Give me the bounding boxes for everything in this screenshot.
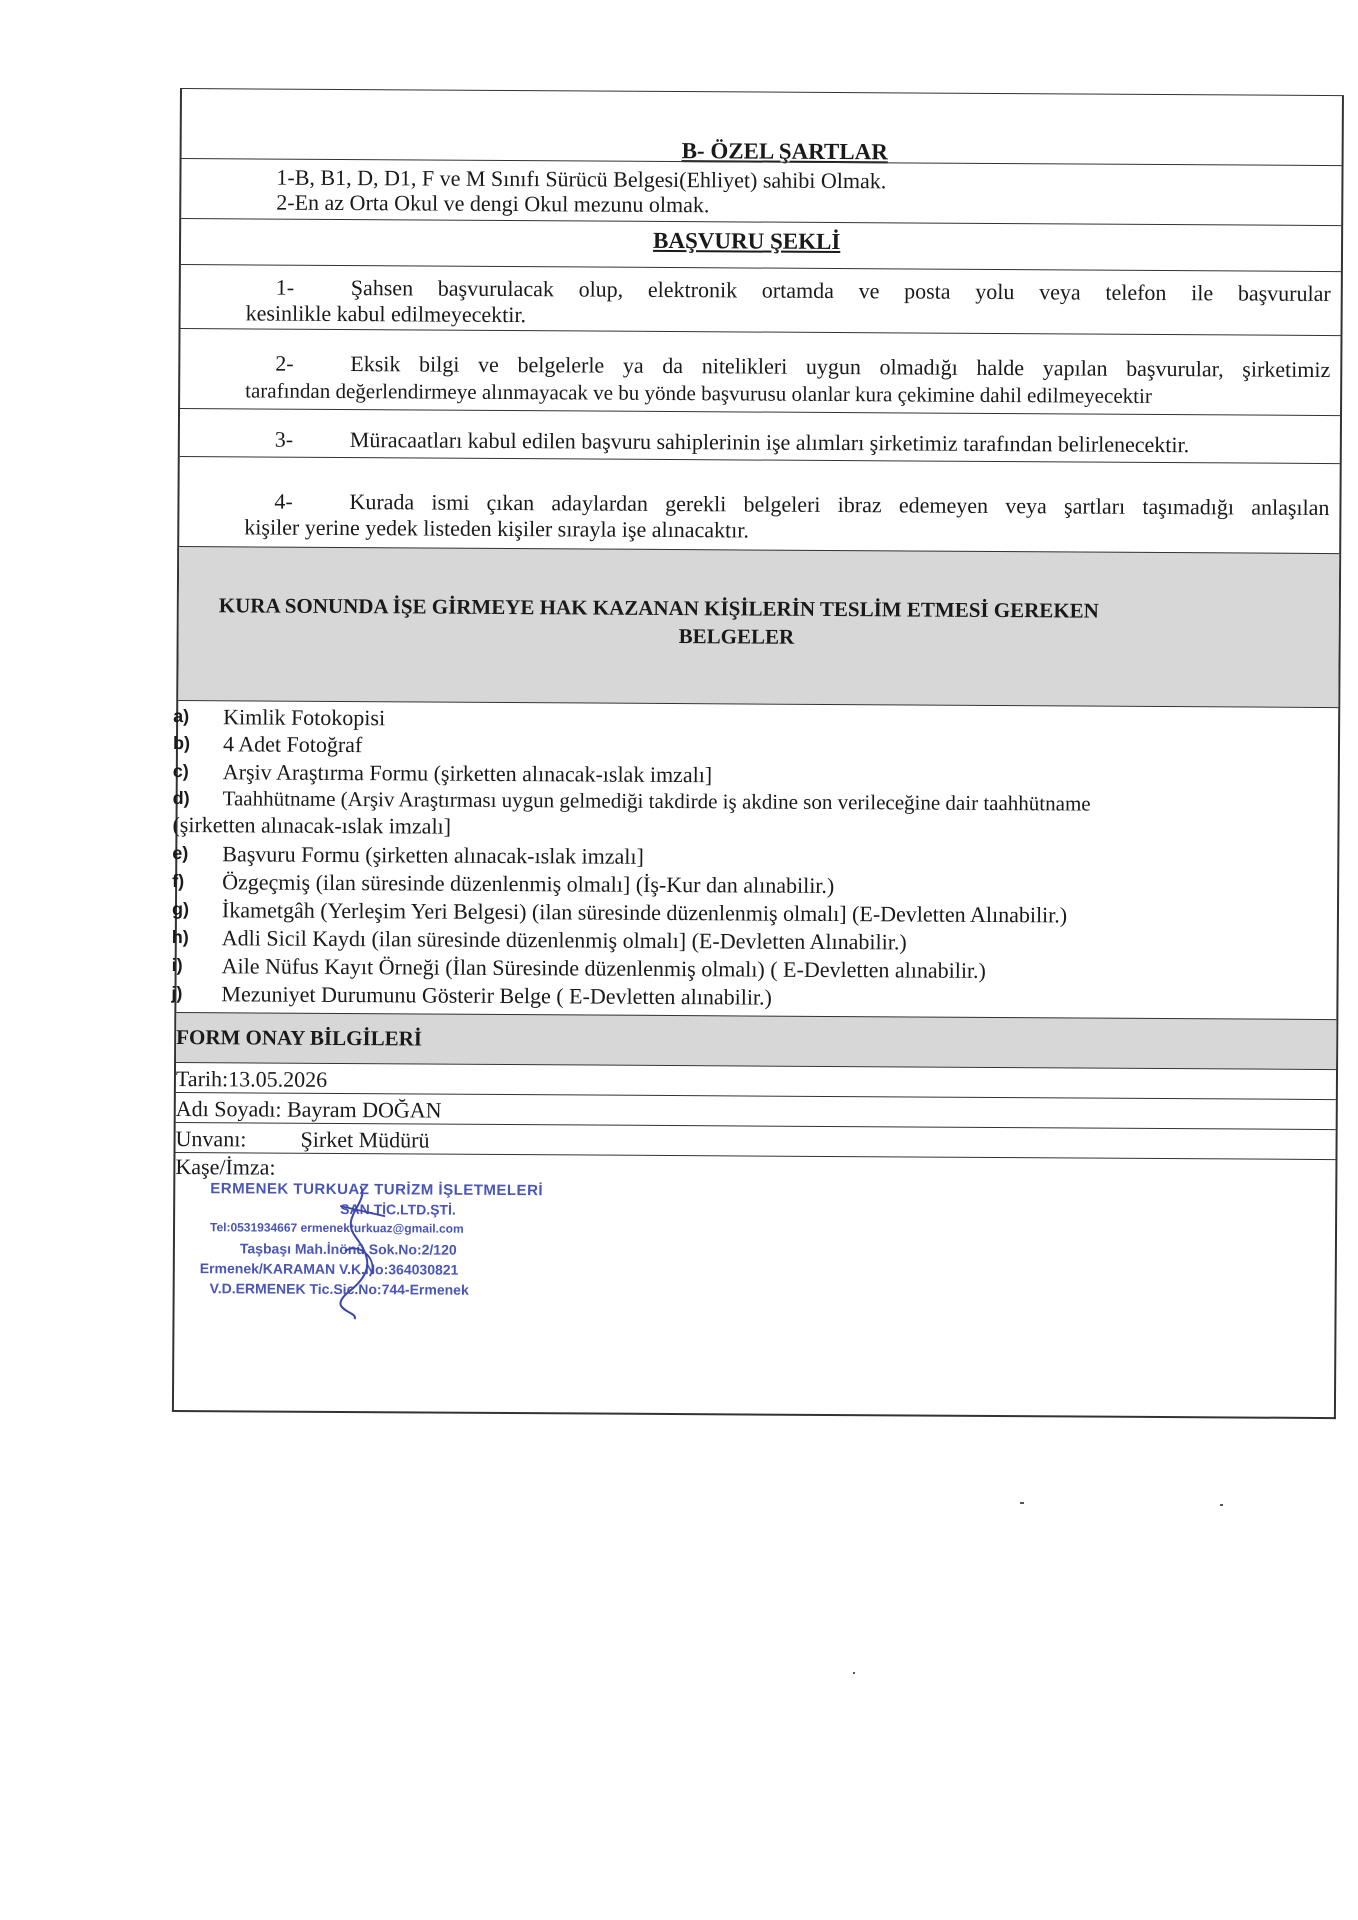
list-item-letter: b) [172,732,191,754]
list-item-letter: i) [171,954,183,976]
kase-imza-label: Kaşe/İmza: [175,1153,276,1180]
ozel-sartlar-heading: B- ÖZEL ŞARTLAR [681,138,888,165]
list-item-text: Kimlik Fotokopisi [223,704,386,731]
scan-speck [853,1672,855,1674]
stamp-line-2: SAN.TİC.LTD.ŞTİ. [340,1200,456,1218]
ozel-sart-line-1: 1-B, B1, D, D1, F ve M Sınıfı Sürücü Belgesi(Ehliyet) sahibi Olmak. [276,164,887,194]
divider [181,218,1341,226]
ad-soyad-field: Adı Soyadı: Bayram DOĞAN [175,1095,442,1123]
stamp-line-5: Ermenek/KARAMAN V.K.No:364030821 [199,1260,459,1278]
list-item-text: Başvuru Formu (şirketten alınacak-ıslak imzalı] [222,841,644,869]
basvuru-item-1-line-2: kesinlikle kabul edilmeyecektir. [245,300,527,328]
frame-top-border [182,88,1342,96]
list-item-letter: f) [172,870,185,892]
list-item-letter: d) [172,787,190,809]
tarih-field: Tarih:13.05.2026 [175,1065,328,1092]
form-frame [172,88,1344,1419]
divider [181,328,1341,336]
scan-speck [1220,1504,1223,1506]
unvan-value: Şirket Müdürü [300,1126,430,1153]
basvuru-item-4-line-1: Kurada ismi çıkan adaylardan gerekli belgeleri ibraz edemeyen veya şartları taşımadığı anlaşılan [349,489,1330,521]
divider [175,1152,1335,1160]
divider [181,264,1341,272]
list-item-letter: h) [171,926,189,948]
basvuru-item-2-line-1: Eksik bilgi ve belgelerle ya da nitelikleri uygun olmadığı halde yapılan başvurular, şirketimiz [350,351,1331,383]
scan-speck [1020,1502,1024,1504]
belgeler-heading-line-1: KURA SONUNDA İŞE GİRMEYE HAK KAZANAN KİŞİLERİN TESLİM ETMESİ GEREKEN [218,593,1099,623]
stamp-line-4: Taşbaşı Mah.İnönü Sok.No:2/120 [239,1240,457,1258]
list-item-text: 4 Adet Fotoğraf [222,731,363,758]
list-item-letter: c) [172,760,189,782]
basvuru-item-3-number: 3- [274,426,294,452]
unvan-label: Unvanı: [175,1125,247,1152]
basvuru-item-3-line-1: Müracaatları kabul edilen başvuru sahiplerinin işe alımları şirketimiz tarafından belirlenecektir. [349,427,1190,458]
signature-scribble [299,1181,420,1322]
basvuru-item-1-number: 1- [275,274,295,300]
basvuru-sekli-heading: BAŞVURU ŞEKLİ [653,227,841,255]
list-item-text: Aile Nüfus Kayıt Örneği (İlan Süresinde düzenlenmiş olmalı) ( E-Devletten alınabilir.) [221,953,986,983]
list-item-letter: j) [171,982,183,1004]
form-onay-heading: FORM ONAY BİLGİLERİ [176,1024,423,1051]
basvuru-item-4-number: 4- [274,488,293,514]
list-item-text: Adli Sicil Kaydı (ilan süresinde düzenlenmiş olmalı] (E-Devletten Alınabilir.) [221,925,907,955]
ozel-sart-line-2: 2-En az Orta Okul ve dengi Okul mezunu olmak. [276,189,710,218]
basvuru-item-4-line-2: kişiler yerine yedek listeden kişiler sırayla işe alınacaktır. [244,514,749,543]
list-item-text: Özgeçmiş (ilan süresinde düzenlenmiş olmalı] (İş-Kur dan alınabilir.) [222,869,835,899]
basvuru-item-2-line-2: tarafından değerlendirmeye alınmayacak ve bu yönde başvurusu olanlar kura çekimine dahil edilmeyecektir [245,378,1152,408]
stamp-line-3: Tel:0531934667 ermenekturkuaz@gmail.com [209,1220,464,1236]
list-item-letter: e) [172,842,189,864]
list-item-text-continued: (şirketten alınacak-ıslak imzalı] [172,811,452,839]
company-stamp [199,1180,620,1323]
stamp-line-6: V.D.ERMENEK Tic.Sic.No:744-Ermenek [209,1280,469,1298]
belgeler-heading-line-2: BELGELER [678,624,795,649]
divider [180,408,1340,416]
list-item-letter: a) [173,705,190,727]
list-item-text: Arşiv Araştırma Formu (şirketten alınacak-ıslak imzalı] [222,759,713,788]
list-item-text: Mezuniyet Durumunu Gösterir Belge ( E-Devletten alınabilir.) [221,981,772,1010]
stamp-line-1: ERMENEK TURKUAZ TURİZM İŞLETMELERİ [210,1180,544,1200]
basvuru-item-2-number: 2- [275,350,294,376]
list-item-text: İkametgâh (Yerleşim Yeri Belgesi) (ilan süresinde düzenlenmiş olmalı] (E-Devletten Alınabilir.) [221,897,1068,928]
list-item-text: Taahhütname (Arşiv Araştırması uygun gelmediği takdirde iş akdine son verileceğine dair taahhütname [222,786,1091,816]
list-item-letter: g) [171,898,190,920]
basvuru-item-1-line-1: Şahsen başvurulacak olup, elektronik ortamda ve posta yolu veya telefon ile başvurular [350,275,1331,307]
